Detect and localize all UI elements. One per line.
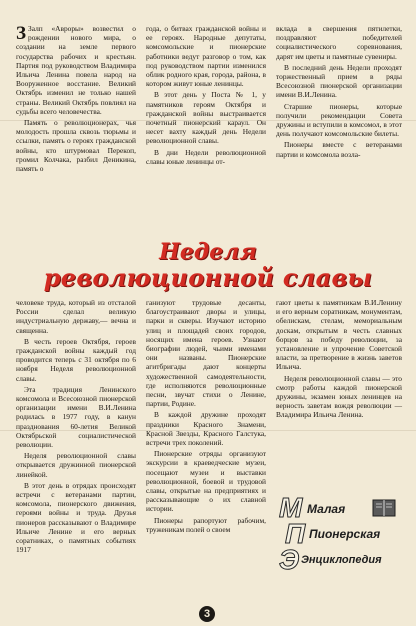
- book-icon: [371, 498, 397, 518]
- paragraph: В честь героев Октября, героев гражданской войны каждый год проводится теперь с 31 октября по 6 ноября Неделя революционной славы.: [16, 336, 136, 383]
- paragraph: Неделя революционной славы открывается дружинной пионерской линейкой.: [16, 451, 136, 479]
- logo-line-1: Малая: [307, 502, 346, 516]
- encyclopedia-logo: [279, 494, 405, 576]
- paragraph: Эта традиция Ленинского комсомола и Всесоюзной пионерской организации имени В.И.Ленина родилась в 1977 году, в канун празднования 60-летия Великой Октябрьской социалистической революции.: [16, 384, 136, 450]
- article-column-1: [16, 24, 136, 175]
- logo-line-2: Пионерская: [309, 527, 381, 541]
- article-column-2: [146, 24, 266, 168]
- article-column-3: [276, 24, 402, 161]
- paragraph: Пионеры рапортуют рабочим, труженикам полей о своем: [146, 515, 266, 534]
- paragraph: В каждой дружине проходят праздники Красного Знамени, Красной Звезды, Красного Галстука, встречи трех поколений.: [146, 410, 266, 448]
- logo-initial-3: Э: [279, 544, 300, 575]
- logo-initial-2: П: [285, 518, 306, 549]
- title-line-1: Неделя: [159, 239, 257, 265]
- paragraph: Пионеры вместе с ветеранами партии и комсомола возла-: [276, 140, 402, 159]
- drop-cap: З: [16, 23, 27, 44]
- logo-line-3: Энциклопедия: [301, 554, 382, 566]
- paragraph: ганизуют трудовые десанты, благоустраивают дворы и улицы, парки и скверы. Изучают историю улиц и площадей своих городов, носящих имена героев. Узнают биографии людей, чьими именами они названы. Пионерские агитбригады дают концерты художественной самодеятельности, где исполняются революционные песни, звучат стихи о Ленине, партии, Родине.: [146, 298, 266, 409]
- paragraph: года, о битвах гражданской войны и ее героях. Народные депутаты, комсомольские и пионерские работники ведут разговор о том, как под руководством партии изменился облик родного края, города, района, в котором живут юные ленинцы.: [146, 24, 266, 89]
- article-column-6: [276, 298, 402, 422]
- article-column-4: [16, 298, 136, 556]
- paragraph: В последний день Недели проходят торжественный прием в ряды Всесоюзной пионерской организации имени В.И.Ленина.: [276, 62, 402, 100]
- paragraph: Неделя революционной славы — это смотр работы каждой пионерской дружины, экзамен юных ленинцев на верность заветам вождя революции — Владимира Ильича Ленина.: [276, 373, 402, 420]
- paragraph-text: Залп «Авроры» возвестил о рождении нового мира, о создании на земле первого государства рабочих и крестьян. Партия под руководством Владимира Ильича Ленина повела народ на Вооруженное восстание. Великий Октябрь изменил не только нашей страны. Великий Октябрь повлиял на судьбы всего человечества.: [16, 24, 136, 116]
- paragraph: В этот день в отрядах происходят встречи с ветеранами партии, комсомола, пионерского движения, героями войны и труда. Друзья пионеров рассказывают о Владимире Ильиче Ленине и его верных соратниках, о памятных событиях 1917: [16, 480, 136, 555]
- title-line-2: революционной славы: [43, 263, 373, 292]
- paragraph: В этот день у Поста № 1, у памятников героям Октября и гражданской войны выстраивается почетный пионерский караул. Он несет вахту каждый день Недели революционной славы.: [146, 90, 266, 146]
- paragraph: Пионерские отряды организуют экскурсии в краеведческие музеи, посещают музеи и выставки революционной, боевой и трудовой славы, открытые на предприятиях и рассказывающие о их славной истории.: [146, 449, 266, 514]
- paragraph: вклада в свершения пятилетки, поздравляют победителей социалистического соревнования, дарят им цветы и памятные сувениры.: [276, 24, 402, 61]
- paragraph: [16, 24, 136, 116]
- page-number: 3: [199, 606, 215, 622]
- paragraph: человеке труда, который из отсталой России сделал великую индустриальную державу,— вечна и священна.: [16, 298, 136, 335]
- logo-initial-1: М: [279, 492, 303, 523]
- article-column-5: [146, 298, 266, 536]
- paragraph: гают цветы к памятникам В.И.Ленину и его верным соратникам, монументам, обелискам, стелам, мемориальным доскам, открытым в честь славных борцов за победу революции, за установление и упрочение Советской власти, за претворение в жизнь заветов Ильича.: [276, 298, 402, 372]
- paragraph: Память о революционерах, чья молодость прошла сквозь тюрьмы и ссылки, память о героях гражданской войны, кто штурмовал Перекоп, громил Колчака, разбил Деникина, память о: [16, 118, 136, 174]
- article-title: [0, 238, 416, 294]
- paragraph: Старшие пионеры, которые получили рекомендации Совета дружины и вступили в комсомол, в этот день получают комсомольские билеты.: [276, 101, 402, 139]
- paragraph: В дни Недели революционной славы юные ленинцы от-: [146, 147, 266, 166]
